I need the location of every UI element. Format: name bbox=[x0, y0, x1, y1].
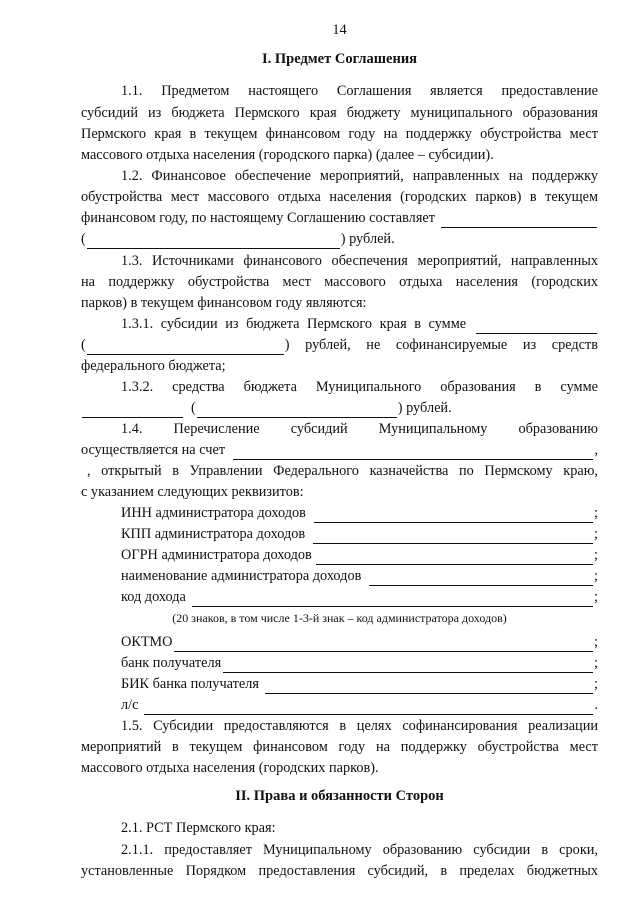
para-1-3-1-text-2: ) рублей, не софинансируемые из средств bbox=[284, 337, 598, 353]
bank-field[interactable] bbox=[223, 658, 593, 673]
document-page bbox=[81, 0, 598, 905]
admin-name-field[interactable] bbox=[369, 571, 593, 586]
requisite-label: наименование администратора доходов bbox=[121, 568, 362, 584]
para-1-3-line-3: парков) в текущем финансовом году являются: bbox=[81, 295, 367, 311]
requisite-oktmo: ОКТМО ; bbox=[121, 634, 598, 650]
municipal-amount-words-field[interactable] bbox=[197, 403, 397, 418]
requisite-label: ИНН администратора доходов bbox=[121, 505, 306, 521]
para-1-4-text: , открытый в Управлении Федерального казначейства по Пермскому краю, bbox=[87, 463, 598, 479]
close-paren-rubles: ) рублей. bbox=[340, 231, 395, 247]
requisite-bank: банк получателя ; bbox=[121, 655, 598, 671]
subsidy-amount-field[interactable] bbox=[476, 319, 597, 334]
requisite-label: КПП администратора доходов bbox=[121, 526, 306, 542]
para-1-3-2-line-2 bbox=[81, 398, 598, 418]
requisite-personal-account: л/с . bbox=[121, 697, 598, 713]
para-1-4-line-4: с указанием следующих реквизитов: bbox=[81, 484, 304, 500]
open-paren: ( bbox=[81, 337, 86, 353]
para-1-2-text: финансовом году, по настоящему Соглашению составляет bbox=[81, 210, 435, 226]
comma: , bbox=[594, 442, 598, 458]
subsidy-amount-words-field[interactable] bbox=[87, 340, 284, 355]
para-1-2-line-1: 1.2. Финансовое обеспечение мероприятий, направленных на поддержку bbox=[121, 168, 598, 184]
para-1-5-line-1: 1.5. Субсидии предоставляются в целях софинансирования реализации bbox=[121, 718, 598, 734]
requisite-ogrn: ОГРН администратора доходов ; bbox=[121, 547, 598, 563]
para-1-3-1-text: 1.3.1. субсидии из бюджета Пермского края в сумме bbox=[121, 316, 467, 332]
requisite-admin-name: наименование администратора доходов ; bbox=[121, 568, 598, 584]
close-paren-rubles: ) рублей. bbox=[397, 400, 452, 416]
requisite-income-code: код дохода ; bbox=[121, 589, 598, 605]
kpp-field[interactable] bbox=[313, 529, 593, 544]
para-2-1-1-line-1: 2.1.1. предоставляет Муниципальному образованию субсидии в сроки, bbox=[121, 842, 598, 858]
account-number-field[interactable] bbox=[233, 445, 593, 460]
requisite-label: ОГРН администратора доходов bbox=[121, 547, 312, 563]
section-2-heading: II. Права и обязанности Сторон bbox=[235, 788, 444, 804]
para-1-1-line-4: массового отдыха населения (городского парка) (далее – субсидии). bbox=[81, 147, 494, 163]
para-1-4-line-3 bbox=[81, 461, 598, 481]
para-2-1: 2.1. РСТ Пермского края: bbox=[121, 820, 276, 836]
para-1-4-account-label: осуществляется на счет bbox=[81, 442, 226, 458]
para-1-3-1-line-2 bbox=[81, 335, 598, 355]
municipal-amount-field[interactable] bbox=[82, 403, 183, 418]
para-1-1-line-2: субсидий из бюджета Пермского края бюджету муниципального образования bbox=[81, 105, 598, 121]
para-1-1-line-1: 1.1. Предметом настоящего Соглашения является предоставление bbox=[121, 83, 598, 99]
para-1-3-1-line-1 bbox=[81, 314, 598, 334]
requisite-label: БИК банка получателя bbox=[121, 676, 259, 692]
para-1-2-line-4 bbox=[81, 229, 598, 249]
para-1-3-2-line-1: 1.3.2. средства бюджета Муниципального образования в сумме bbox=[121, 379, 598, 395]
para-1-2-line-3 bbox=[81, 208, 598, 228]
requisite-label: ОКТМО bbox=[121, 634, 173, 650]
para-1-5-line-3: массового отдыха населения (городских парков). bbox=[81, 760, 379, 776]
requisite-label: л/с bbox=[121, 697, 139, 713]
oktmo-field[interactable] bbox=[174, 637, 593, 652]
para-1-3-1-line-3: федерального бюджета; bbox=[81, 358, 226, 374]
open-paren: ( bbox=[81, 231, 86, 247]
page-number: 14 bbox=[332, 22, 347, 38]
section-1-heading: I. Предмет Соглашения bbox=[261, 51, 418, 67]
income-code-note: (20 знаков, в том числе 1-3-й знак – код администратора доходов) bbox=[172, 611, 507, 625]
personal-account-field[interactable] bbox=[144, 700, 593, 715]
para-1-2-line-2: обустройства мест массового отдыха населения (городских парков) в текущем bbox=[81, 189, 598, 205]
para-1-4-line-1: 1.4. Перечисление субсидий Муниципальному образованию bbox=[121, 421, 598, 437]
income-code-field[interactable] bbox=[192, 592, 593, 607]
requisite-inn: ИНН администратора доходов ; bbox=[121, 505, 598, 521]
inn-field[interactable] bbox=[314, 508, 593, 523]
para-1-1-line-3: Пермского края в текущем финансовом году на поддержку обустройства мест bbox=[81, 126, 598, 142]
ogrn-field[interactable] bbox=[316, 550, 593, 565]
para-1-3-line-2: на поддержку обустройства мест массового отдыха населения (городских bbox=[81, 274, 598, 290]
open-paren: ( bbox=[191, 400, 196, 416]
requisite-label: банк получателя bbox=[121, 655, 222, 671]
amount-total-field[interactable] bbox=[441, 213, 597, 228]
para-2-1-1-line-2: установленные Порядком предоставления субсидий, в пределах бюджетных bbox=[81, 863, 598, 879]
para-1-4-line-2 bbox=[81, 440, 598, 460]
para-1-5-line-2: мероприятий в текущем финансовом году на поддержку обустройства мест bbox=[81, 739, 598, 755]
amount-total-words-field[interactable] bbox=[87, 234, 340, 249]
requisite-bik: БИК банка получателя ; bbox=[121, 676, 598, 692]
requisite-kpp: КПП администратора доходов ; bbox=[121, 526, 598, 542]
requisite-label: код дохода bbox=[121, 589, 186, 605]
bik-field[interactable] bbox=[265, 679, 593, 694]
para-1-3-line-1: 1.3. Источниками финансового обеспечения мероприятий, направленных bbox=[121, 253, 598, 269]
